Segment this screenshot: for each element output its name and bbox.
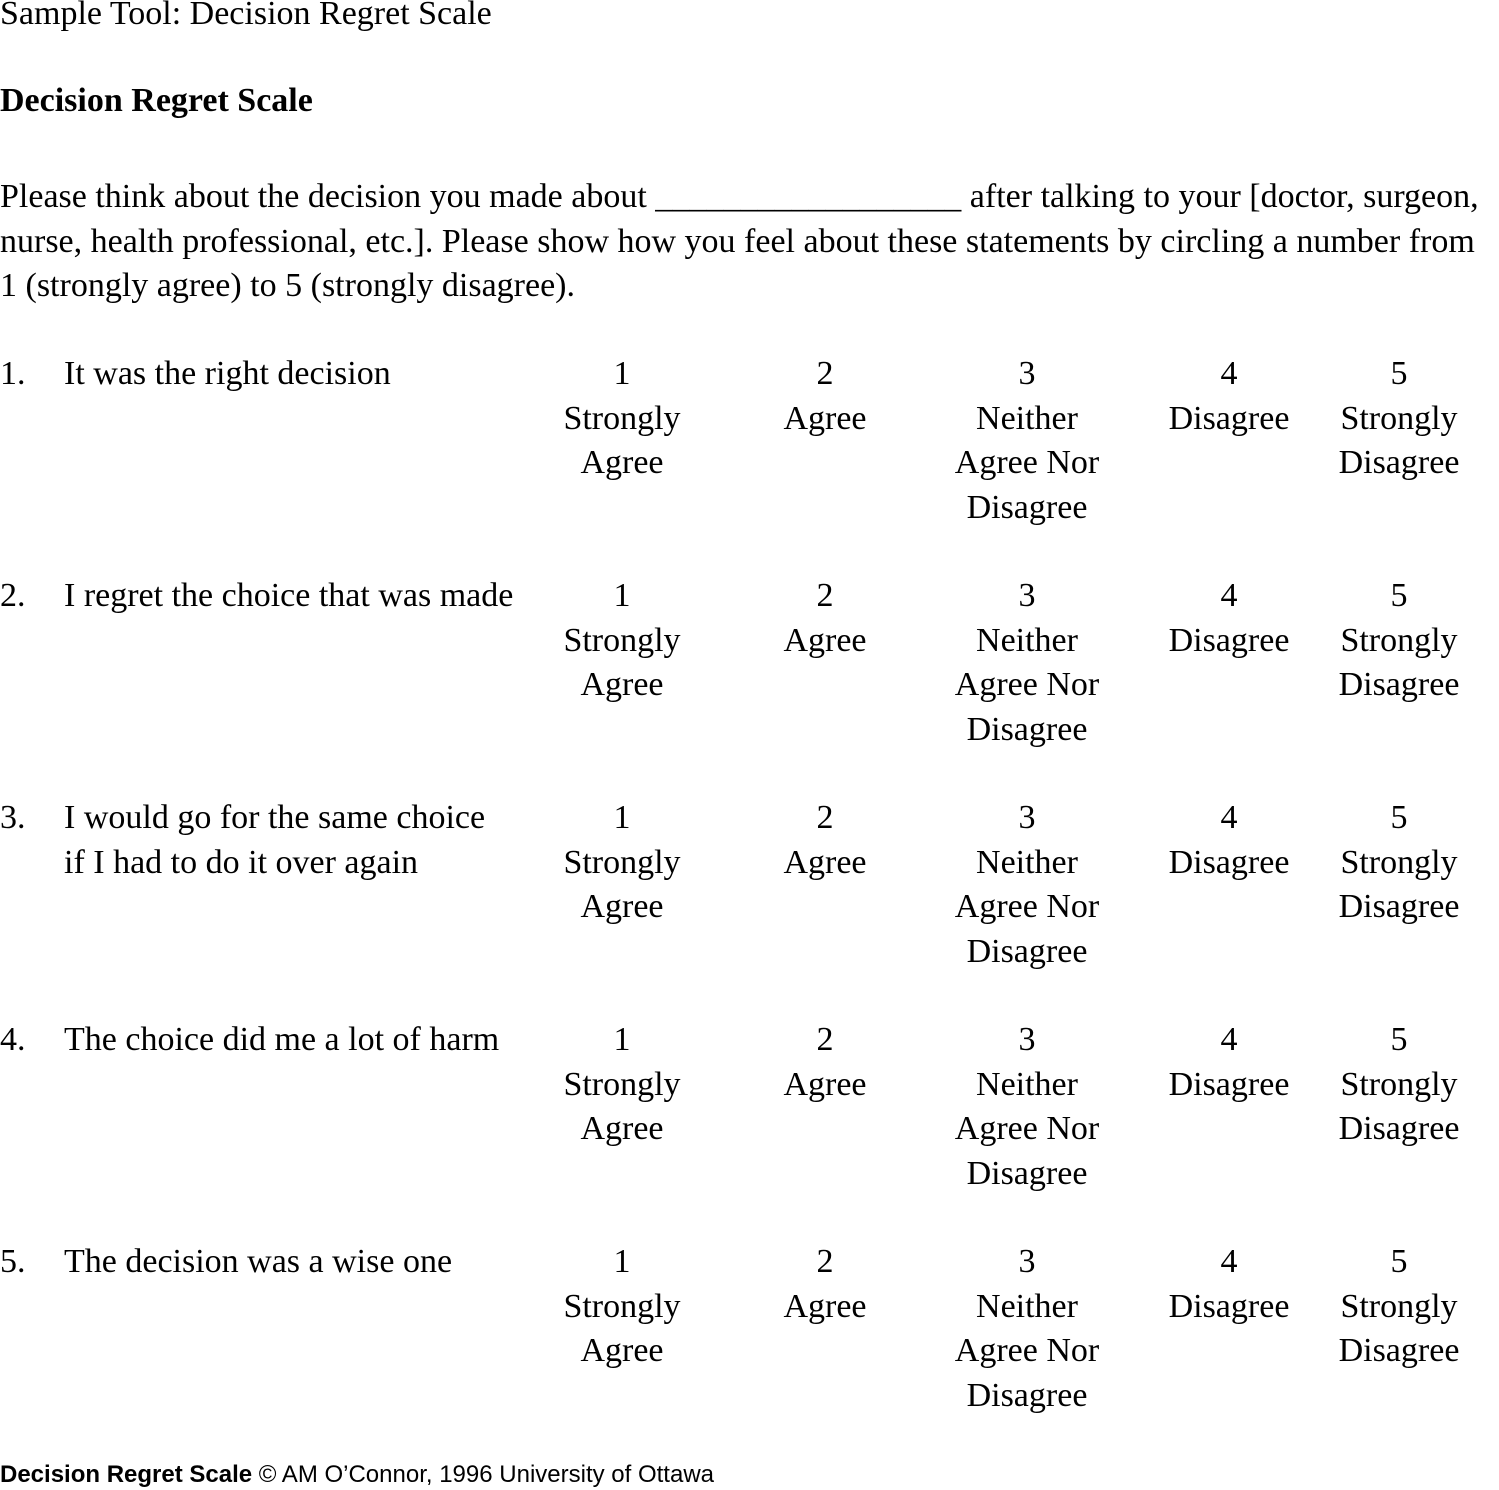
scale-item (0, 352, 1499, 552)
option-label: Neither Agree Nor Disagree (954, 1287, 1100, 1414)
item-statement: The decision was a wise one (64, 1243, 453, 1280)
option-strongly-disagree[interactable] (1299, 1018, 1499, 1152)
option-number: 2 (816, 1243, 834, 1280)
option-number: 2 (816, 799, 834, 836)
option-number: 1 (613, 577, 631, 614)
item-number: 5. (0, 1243, 26, 1280)
item-number: 1. (0, 355, 26, 392)
option-number: 2 (816, 355, 834, 392)
instructions-text-end: after talking to your [doctor, surgeon, nurse, health professional, etc.]. Please show how you feel about these statements by circling a number from 1 (strongly agree) to 5 (strongly disagree). (0, 178, 1479, 304)
option-agree[interactable] (725, 796, 925, 885)
option-agree[interactable] (725, 352, 925, 441)
copyright-footer (0, 1460, 714, 1490)
option-number: 5 (1390, 1243, 1408, 1280)
option-number: 4 (1220, 1243, 1238, 1280)
option-number: 3 (1018, 799, 1036, 836)
option-neither[interactable] (927, 796, 1127, 974)
option-number: 5 (1390, 1021, 1408, 1058)
page-title: Decision Regret Scale (0, 82, 313, 119)
option-label: Disagree (1168, 1065, 1290, 1103)
option-label: Strongly Agree (563, 1287, 681, 1369)
option-number: 4 (1220, 1021, 1238, 1058)
option-label: Strongly Disagree (1338, 843, 1460, 925)
option-label: Strongly Agree (563, 621, 681, 703)
option-label: Agree (783, 399, 867, 437)
decision-blank-line: __________________ (655, 178, 962, 215)
option-number: 5 (1390, 799, 1408, 836)
option-number: 4 (1220, 577, 1238, 614)
footer-copyright: © AM O’Connor, 1996 University of Ottawa (252, 1461, 714, 1488)
option-agree[interactable] (725, 1018, 925, 1107)
option-label: Disagree (1168, 399, 1290, 437)
option-number: 4 (1220, 799, 1238, 836)
option-label: Strongly Agree (563, 843, 681, 925)
option-strongly-agree[interactable] (522, 1018, 722, 1152)
option-number: 1 (613, 799, 631, 836)
option-number: 3 (1018, 577, 1036, 614)
option-label: Neither Agree Nor Disagree (954, 399, 1100, 526)
option-label: Agree (783, 843, 867, 881)
instructions (0, 175, 1480, 309)
option-number: 5 (1390, 577, 1408, 614)
option-label: Disagree (1168, 621, 1290, 659)
scale-item (0, 1240, 1499, 1440)
option-label: Agree (783, 621, 867, 659)
option-strongly-disagree[interactable] (1299, 574, 1499, 708)
option-strongly-agree[interactable] (522, 1240, 722, 1374)
item-number: 2. (0, 577, 26, 614)
option-label: Strongly Agree (563, 399, 681, 481)
item-number: 4. (0, 1021, 26, 1058)
option-neither[interactable] (927, 1240, 1127, 1418)
item-statement: It was the right decision (64, 355, 391, 392)
option-strongly-agree[interactable] (522, 796, 722, 930)
option-label: Strongly Disagree (1338, 1065, 1460, 1147)
item-statement: The choice did me a lot of harm (64, 1021, 500, 1058)
option-agree[interactable] (725, 1240, 925, 1329)
option-label: Neither Agree Nor Disagree (954, 1065, 1100, 1192)
option-strongly-disagree[interactable] (1299, 796, 1499, 930)
option-label: Strongly Disagree (1338, 1287, 1460, 1369)
option-neither[interactable] (927, 352, 1127, 530)
item-statement: I regret the choice that was made (64, 577, 514, 614)
option-label: Agree (783, 1287, 867, 1325)
option-number: 4 (1220, 355, 1238, 392)
item-statement: I would go for the same choice if I had to do it over again (64, 799, 486, 881)
option-number: 3 (1018, 355, 1036, 392)
option-number: 1 (613, 1243, 631, 1280)
option-number: 5 (1390, 355, 1408, 392)
option-strongly-disagree[interactable] (1299, 1240, 1499, 1374)
option-label: Strongly Disagree (1338, 399, 1460, 481)
option-number: 1 (613, 355, 631, 392)
option-label: Strongly Disagree (1338, 621, 1460, 703)
option-strongly-agree[interactable] (522, 574, 722, 708)
instructions-text-start: Please think about the decision you made about (0, 178, 656, 215)
scale-item (0, 796, 1499, 996)
option-number: 3 (1018, 1243, 1036, 1280)
option-neither[interactable] (927, 1018, 1127, 1196)
option-number: 1 (613, 1021, 631, 1058)
option-label: Agree (783, 1065, 867, 1103)
option-label: Strongly Agree (563, 1065, 681, 1147)
option-label: Neither Agree Nor Disagree (954, 843, 1100, 970)
page-header: Sample Tool: Decision Regret Scale (0, 0, 492, 32)
option-number: 2 (816, 1021, 834, 1058)
option-strongly-disagree[interactable] (1299, 352, 1499, 486)
option-neither[interactable] (927, 574, 1127, 752)
option-agree[interactable] (725, 574, 925, 663)
scale-item (0, 574, 1499, 774)
scale-item (0, 1018, 1499, 1218)
footer-scale-name: Decision Regret Scale (0, 1461, 253, 1488)
option-label: Neither Agree Nor Disagree (954, 621, 1100, 748)
option-label: Disagree (1168, 843, 1290, 881)
option-strongly-agree[interactable] (522, 352, 722, 486)
item-number: 3. (0, 799, 26, 836)
option-number: 2 (816, 577, 834, 614)
option-number: 3 (1018, 1021, 1036, 1058)
option-label: Disagree (1168, 1287, 1290, 1325)
